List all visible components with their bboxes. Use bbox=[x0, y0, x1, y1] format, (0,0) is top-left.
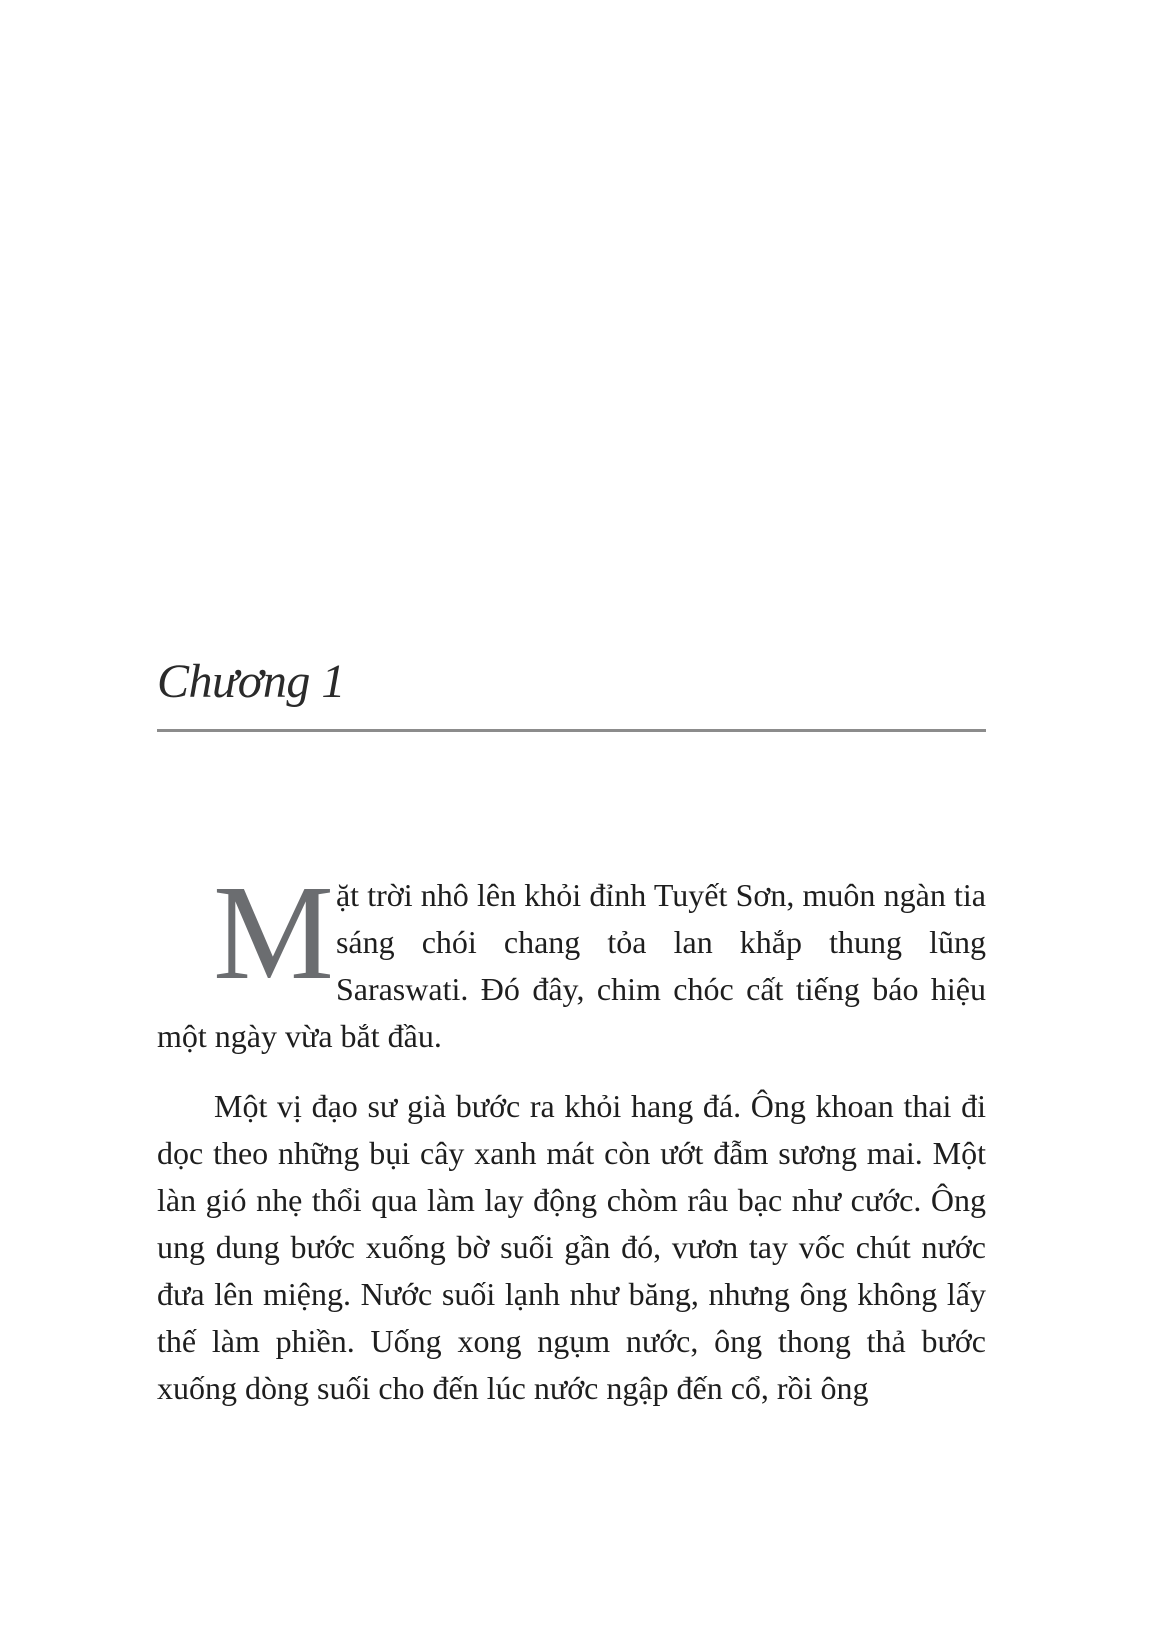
paragraph-2 bbox=[157, 1083, 986, 1412]
paragraph-1 bbox=[157, 858, 986, 1060]
chapter-title: Chương 1 bbox=[157, 655, 345, 708]
drop-cap: M bbox=[213, 858, 334, 1008]
chapter-divider bbox=[157, 729, 986, 732]
paragraph-1-text: ặt trời nhô lên khỏi đỉnh Tuyết Sơn, muôn ngàn tia sáng chói chang tỏa lan khắp thung lũng Saraswati. Đó đây, chim chóc cất tiếng báo hiệu một ngày vừa bắt đầu. bbox=[157, 877, 986, 1054]
paragraph-2-text: Một vị đạo sư già bước ra khỏi hang đá. Ông khoan thai đi dọc theo những bụi cây xanh mát còn ướt đẫm sương mai. Một làn gió nhẹ thổi qua làm lay động chòm râu bạc như cước. Ông ung dung bước xuống bờ suối gần đó, vươn tay vốc chút nước đưa lên miệng. Nước suối lạnh như băng, nhưng ông không lấy thế làm phiền. Uống xong ngụm nước, ông thong thả bước xuống dòng suối cho đến lúc nước ngập đến cổ, rồi ông bbox=[157, 1088, 986, 1406]
chapter-body bbox=[157, 858, 986, 1412]
